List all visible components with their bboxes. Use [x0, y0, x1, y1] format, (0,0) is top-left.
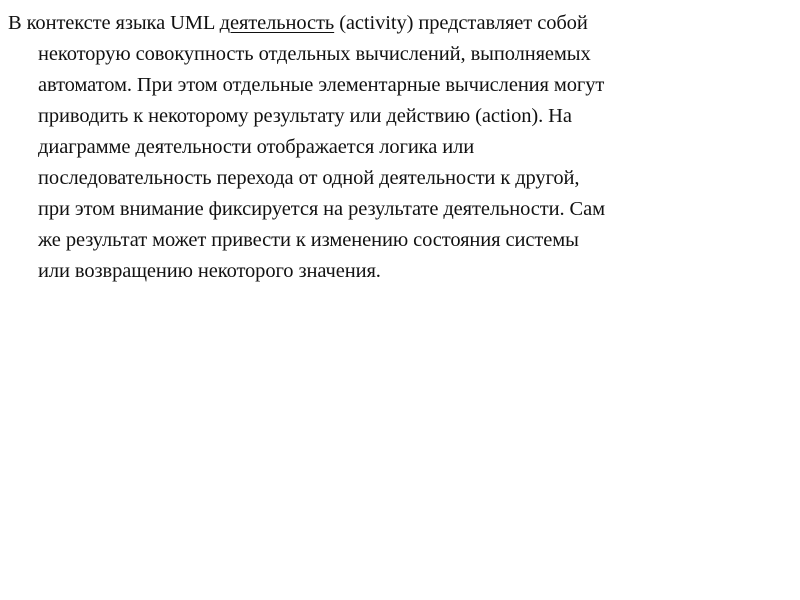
paragraph-line-7: при этом внимание фиксируется на результате деятельности. Сам	[38, 198, 605, 220]
underlined-term-activity: деятельность	[219, 12, 335, 34]
line-1-before-term: В контексте языка UML	[8, 12, 220, 34]
line-1-after-term: (activity) представляет собой	[334, 12, 588, 34]
definition-paragraph	[8, 8, 792, 287]
paragraph-line-1	[8, 8, 792, 39]
paragraph-line-3: автоматом. При этом отдельные элементарные вычисления могут	[38, 74, 605, 96]
paragraph-line-8: же результат может привести к изменению состояния системы	[38, 229, 579, 251]
paragraph-line-9: или возвращению некоторого значения.	[38, 260, 381, 282]
paragraph-line-4: приводить к некоторому результату или действию (action). На	[38, 105, 572, 127]
paragraph-line-5: диаграмме деятельности отображается логика или	[38, 136, 475, 158]
paragraph-line-2: некоторую совокупность отдельных вычислений, выполняемых	[38, 43, 591, 65]
paragraph-line-6: последовательность перехода от одной деятельности к другой,	[38, 167, 580, 189]
